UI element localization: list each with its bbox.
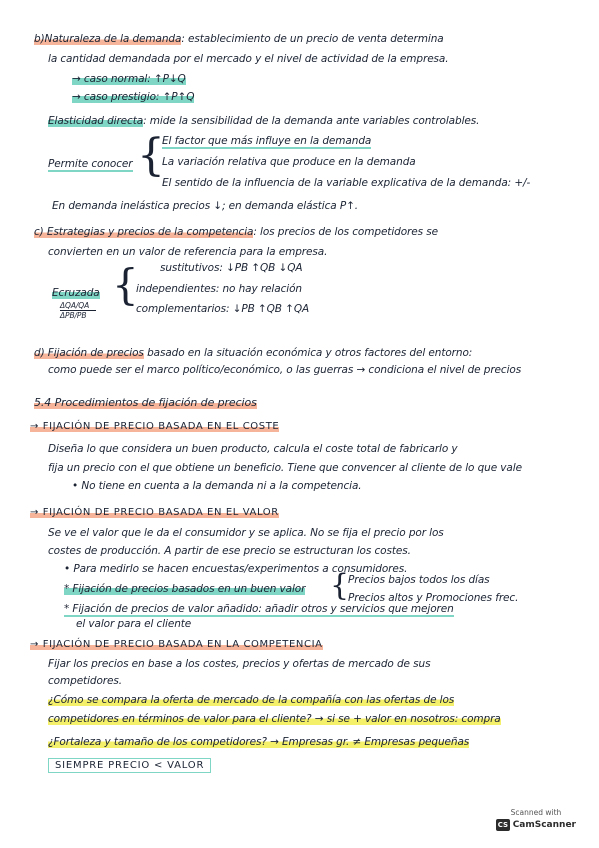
ecruzada-fraction-top: ΔQA/QA xyxy=(60,301,90,310)
permite-item-2: La variación relativa que produce en la demanda xyxy=(162,156,416,168)
section-c-line-2: convierten en un valor de referencia para la empresa. xyxy=(48,246,328,258)
permite-item-3: El sentido de la influencia de la variable explicativa de la demanda: +/- xyxy=(162,177,531,189)
ecruzada-label: Ecruzada xyxy=(52,287,100,299)
permite-brace: { xyxy=(137,130,165,181)
section-d-line-1: d) Fijación de precios basado en la situación económica y otros factores del entorno: xyxy=(34,347,473,359)
competencia-line-3: ¿Cómo se compara la oferta de mercado de la compañía con las ofertas de los xyxy=(48,694,455,706)
stamp-scanned-with: Scanned with xyxy=(510,808,562,817)
valor-heading: → FIJACIÓN DE PRECIO BASADA EN EL VALOR xyxy=(30,507,279,518)
valor-line-2: costes de producción. A partir de ese precio se estructuran los costes. xyxy=(48,545,411,557)
ecruzada-brace: { xyxy=(112,260,139,309)
section-b-title: b)Naturaleza de la demanda xyxy=(34,33,182,45)
ecruzada-fraction-bottom: ΔPB/PB xyxy=(60,311,87,320)
section-d-line-2: como puede ser el marco político/económico, o las guerras → condiciona el nivel de precios xyxy=(48,364,522,376)
coste-heading: → FIJACIÓN DE PRECIO BASADA EN EL COSTE xyxy=(30,421,280,432)
coste-line-3: • No tiene en cuenta a la demanda ni a la competencia. xyxy=(72,480,362,492)
competencia-line-5: ¿Fortaleza y tamaño de los competidores? → Empresas gr. ≠ Empresas pequeñas xyxy=(48,736,470,748)
valor-line-4: * Fijación de precios basados en un buen valor xyxy=(64,583,306,595)
competencia-heading: → FIJACIÓN DE PRECIO BASADA EN LA COMPETENCIA xyxy=(30,639,323,650)
coste-line-1: Diseña lo que considera un buen producto, calcula el coste total de fabricarlo y xyxy=(48,443,458,455)
competencia-line-4: competidores en términos de valor para el cliente? → si se + valor en nosotros: compra xyxy=(48,713,501,725)
valor-line-5: * Fijación de precios de valor añadido: añadir otros y servicios que mejoren xyxy=(64,603,454,615)
valor-line-1: Se ve el valor que le da el consumidor y se aplica. No se fija el precio por los xyxy=(48,527,444,539)
section-c-line-1: c) Estrategias y precios de la competencia: los precios de los competidores se xyxy=(34,226,438,238)
sustitutivos: sustitutivos: ↓PB ↑QB ↓QA xyxy=(160,262,303,274)
section-d-title: d) Fijación de precios xyxy=(34,347,144,359)
competencia-line-1: Fijar los precios en base a los costes, precios y ofertas de mercado de sus xyxy=(48,658,431,670)
valor-brace: { xyxy=(330,568,350,603)
caso-normal: → caso normal: ↑P↓Q xyxy=(72,73,186,85)
caso-prestigio: → caso prestigio: ↑P↑Q xyxy=(72,91,195,103)
permite-label: Permite conocer xyxy=(48,158,133,170)
elasticidad-line: Elasticidad directa: mide la sensibilidad de la demanda ante variables controlables. xyxy=(48,115,480,127)
elasticidad-label: Elasticidad directa xyxy=(48,115,144,127)
section-54-title: 5.4 Procedimientos de fijación de precios xyxy=(34,396,257,409)
section-b-line-1 xyxy=(34,33,444,46)
section-b-line-2: la cantidad demandada por el mercado y el nivel de actividad de la empresa. xyxy=(48,53,449,65)
stamp-logo xyxy=(496,819,576,831)
camscanner-icon: CS xyxy=(497,821,508,829)
coste-line-2: fija un precio con el que obtiene un beneficio. Tiene que convencer al cliente de lo que vale xyxy=(48,462,522,474)
siempre-box: SIEMPRE PRECIO < VALOR xyxy=(48,758,211,773)
complementarios: complementarios: ↓PB ↑QB ↑QA xyxy=(136,303,310,315)
inelastica-line: En demanda inelástica precios ↓; en demanda elástica P↑. xyxy=(52,200,359,212)
section-c-title: c) Estrategias y precios de la competencia xyxy=(34,226,254,238)
camscanner-stamp xyxy=(496,808,576,838)
valor-line-6: el valor para el cliente xyxy=(76,618,192,630)
section-b-text-1: : establecimiento de un precio de venta determina xyxy=(181,33,444,45)
competencia-line-2: competidores. xyxy=(48,675,122,687)
valor-line-3: • Para medirlo se hacen encuestas/experimentos a consumidores. xyxy=(64,563,408,575)
independientes: independientes: no hay relación xyxy=(136,283,302,295)
stamp-name: CamScanner xyxy=(512,820,576,830)
permite-item-1: El factor que más influye en la demanda xyxy=(162,135,372,147)
valor-option-1: Precios bajos todos los días xyxy=(348,574,490,586)
valor-option-2: Precios altos y Promociones frec. xyxy=(348,592,519,604)
